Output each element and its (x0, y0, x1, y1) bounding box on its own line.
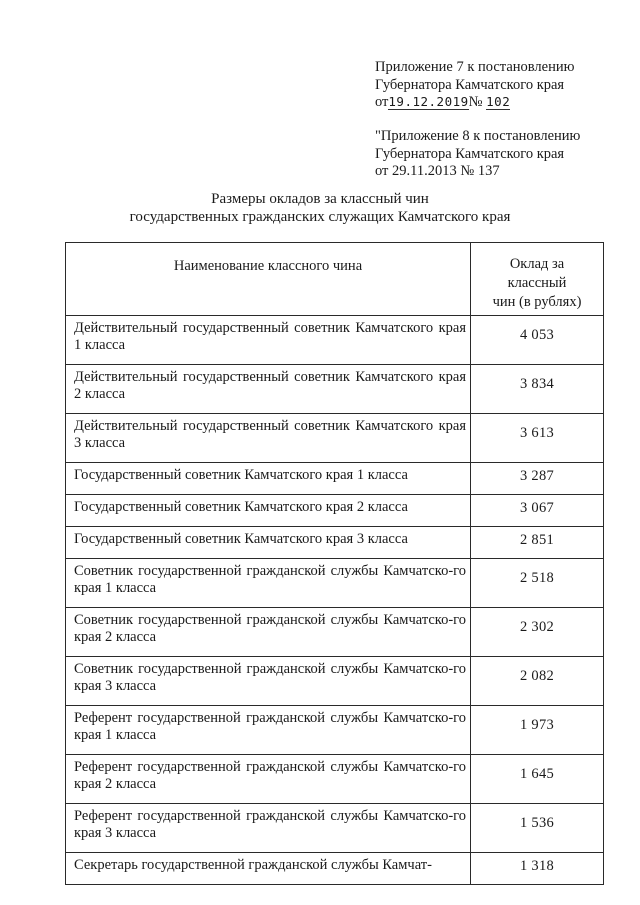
rank-name-cell: Советник государственной гражданской службы Камчатско-го края 3 класса (66, 657, 471, 706)
appendix-original-line2: Губернатора Камчатского края (375, 145, 565, 162)
appendix-original-reference (375, 128, 580, 181)
rank-name-cell: Действительный государственный советник Камчатского края 1 класса (66, 316, 471, 365)
appendix-original-line3: от 29.11.2013 № 137 (375, 163, 500, 179)
salary-table (65, 242, 604, 885)
salary-cell: 3 067 (471, 495, 604, 527)
salary-cell: 3 613 (471, 414, 604, 463)
header-salary-line2: классный (507, 275, 567, 291)
salary-cell: 3 834 (471, 365, 604, 414)
rank-name-cell: Действительный государственный советник Камчатского края 2 класса (66, 365, 471, 414)
salary-cell: 1 973 (471, 706, 604, 755)
rank-name-cell: Референт государственной гражданской службы Камчатско-го края 2 класса (66, 755, 471, 804)
table-row (66, 559, 604, 608)
table-row (66, 463, 604, 495)
salary-cell: 2 518 (471, 559, 604, 608)
appendix-current-line1: Приложение 7 к постановлению (375, 59, 575, 75)
table-row (66, 706, 604, 755)
table-row (66, 853, 604, 885)
table-row (66, 527, 604, 559)
salary-cell: 1 645 (471, 755, 604, 804)
document-title-line2: государственных гражданских служащих Камчатского края (129, 209, 511, 225)
table-header-row (66, 243, 604, 316)
header-salary (471, 243, 604, 316)
document-title (0, 190, 640, 226)
salary-cell: 2 082 (471, 657, 604, 706)
header-salary-line1: Оклад за (509, 256, 565, 272)
rank-name-cell: Советник государственной гражданской службы Камчатско-го края 1 класса (66, 559, 471, 608)
appendix-current-line3 (375, 94, 574, 112)
table-row (66, 755, 604, 804)
appendix-original-line1: "Приложение 8 к постановлению (375, 128, 581, 144)
table-row (66, 495, 604, 527)
rank-name-cell: Государственный советник Камчатского края 2 класса (66, 495, 471, 527)
salary-cell: 1 318 (471, 853, 604, 885)
appendix-from-prefix: от (375, 94, 389, 110)
salary-cell: 4 053 (471, 316, 604, 365)
header-salary-line3: чин (в рублях) (492, 294, 582, 310)
table-row (66, 316, 604, 365)
salary-cell: 2 851 (471, 527, 604, 559)
rank-name-cell: Советник государственной гражданской службы Камчатско-го края 2 класса (66, 608, 471, 657)
rank-name-cell: Секретарь государственной гражданской службы Камчат- (66, 853, 471, 885)
appendix-current-line2: Губернатора Камчатского края (375, 76, 565, 93)
appendix-date: 19.12.2019 (388, 94, 469, 109)
table-row (66, 804, 604, 853)
table-row (66, 608, 604, 657)
salary-cell: 1 536 (471, 804, 604, 853)
rank-name-cell: Государственный советник Камчатского края 1 класса (66, 463, 471, 495)
rank-name-cell: Действительный государственный советник Камчатского края 3 класса (66, 414, 471, 463)
appendix-current-reference (375, 59, 574, 112)
rank-name-cell: Референт государственной гражданской службы Камчатско-го края 1 класса (66, 706, 471, 755)
table-row (66, 414, 604, 463)
appendix-number: 102 (486, 94, 511, 109)
rank-name-cell: Референт государственной гражданской службы Камчатско-го края 3 класса (66, 804, 471, 853)
appendix-number-sign: № (468, 94, 483, 110)
salary-cell: 3 287 (471, 463, 604, 495)
rank-name-cell: Государственный советник Камчатского края 3 класса (66, 527, 471, 559)
document-title-line1: Размеры окладов за классный чин (211, 191, 429, 207)
header-rank-name: Наименование классного чина (66, 243, 471, 316)
table-row (66, 365, 604, 414)
salary-cell: 2 302 (471, 608, 604, 657)
table-row (66, 657, 604, 706)
